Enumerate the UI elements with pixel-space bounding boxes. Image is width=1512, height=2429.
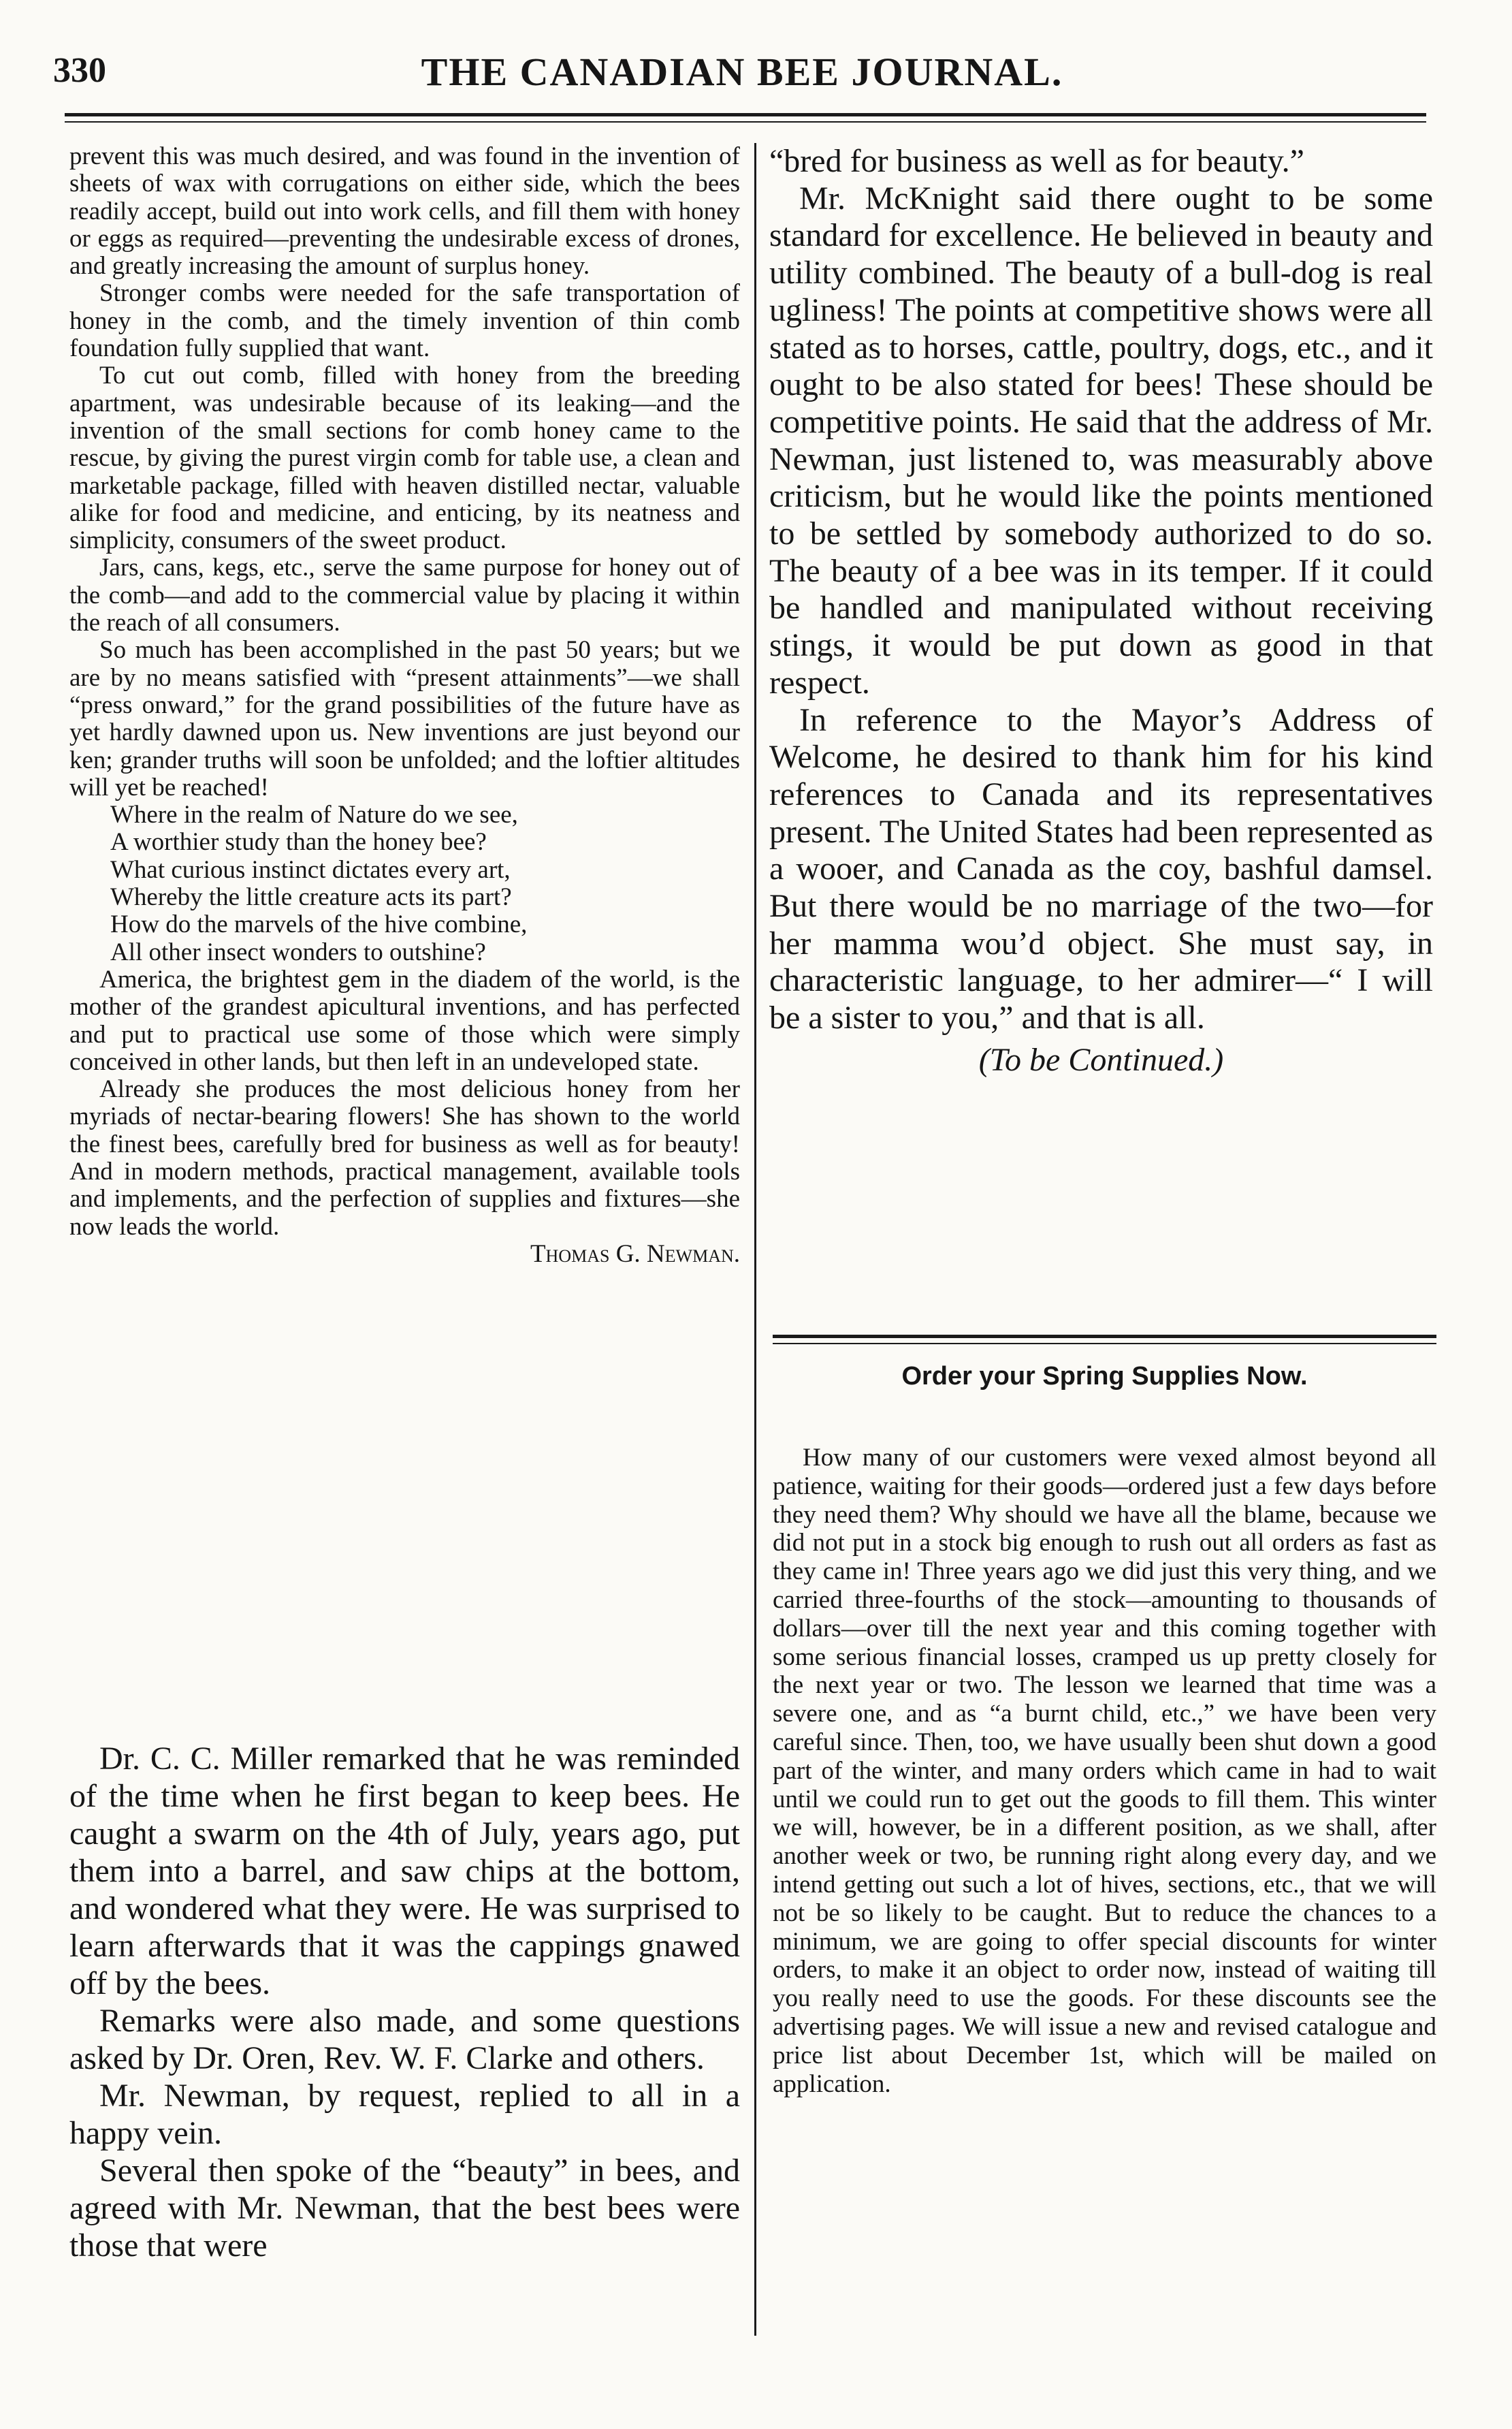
poem-line: How do the marvels of the hive combine,: [110, 910, 528, 939]
paragraph: How many of our customers were vexed almost beyond all patience, waiting for their goods—ordered just a few days before they need them? Why should we have all the blame, because we did not put in a stock big enough to rush out all orders as fast as they came in! Three years ago we did just this very thing, and we carried three-fourths of the stock—amounting to thousands of dollars—over till the next year and this coming together with some serious financial losses, cramped us up pretty closely for the next year or two. The lesson we learned that time was a severe one, and as “a burnt child, etc.,” we have been very careful since. Then, too, we have usually been shut down a good part of the winter, and many orders which came in had to wait until we could run to get out the goods to fill them. This winter we will, however, be in a different position, as we shall, after another week or two, be running right along every day, and we intend getting out such a lot of hives, sections, etc., that we will not be so likely to be caught. But to reduce the chances to a minimum, we are going to offer special discounts for winter orders, to make it an object to order now, instead of waiting till you really need to use the goods. For these discounts see the advertising pages. We will issue a new and revised catalogue and price list about December 1st, which will be mailed on application.: [773, 1444, 1436, 2098]
paragraph: Several then spoke of the “beauty” in bees, and agreed with Mr. Newman, that the best bees were those that were: [69, 2153, 740, 2264]
paragraph: To cut out comb, filled with honey from the breeding apartment, was undesirable because of its leaking—and the invention of the small sections for comb honey came to the rescue, by giving the purest virgin comb for table use, a clean and marketable package, filled with heaven distilled nectar, valuable alike for food and medicine, and enticing, by its neatness and simplicity, consumers of the sweet product.: [69, 362, 740, 555]
paragraph: Mr. McKnight said there ought to be some standard for excellence. He believed in beauty and utility combined. The beauty of a bull-dog is real ugliness! The points at competitive shows were all stated as to horses, cattle, poultry, dogs, etc., and it ought to be also stated for bees! These should be competitive points. He said that the address of Mr. Newman, just listened to, was measurably above criticism, but he would like the points mentioned to be settled by somebody authorized to do so. The beauty of a bee was in its temper. If it could be handled and manipulated without receiving stings, it would be put down as good in that respect.: [769, 180, 1433, 701]
paragraph: America, the brightest gem in the diadem of the world, is the mother of the grandest apicultural inventions, and has perfected and put to practical use some of those which were simply conceived in other lands, but then left in an undeveloped state.: [69, 965, 740, 1076]
paragraph: Dr. C. C. Miller remarked that he was reminded of the time when he first began to keep bees. He caught a swarm on the 4th of July, years ago, put them into a barrel, and saw chips at the bottom, and wondered what they were. He was surprised to learn afterwards that it was the cappings gnawed off by the bees.: [69, 1741, 740, 2001]
right-column-small-text: [773, 1444, 1436, 2098]
poem: [69, 801, 740, 966]
page-header: [48, 42, 1436, 104]
poem-line: Where in the realm of Nature do we see,: [110, 801, 518, 829]
paragraph: Already she produces the most delicious honey from her myriads of nectar-bearing flowers! She has shown to the world the finest bees, carefully bred for business as well as for beauty! And in modern methods, practical management, available tools and implements, and the perfection of supplies and fixtures—she now leads the world.: [69, 1075, 740, 1241]
paragraph: Stronger combs were needed for the safe transportation of honey in the comb, and the timely invention of thin comb foundation fully supplied that want.: [69, 279, 740, 363]
section-rule-thin: [773, 1343, 1436, 1344]
paragraph: “bred for business as well as for beauty.”: [769, 143, 1304, 179]
poem-line: What curious instinct dictates every art,: [110, 855, 511, 884]
poem-line: Whereby the little creature acts its part?: [110, 883, 512, 912]
paragraph: prevent this was much desired, and was found in the invention of sheets of wax with corrugations on either side, which the bees readily accept, build out into work cells, and fill them with honey or eggs as required—preventing the undesirable excess of drones, and greatly increasing the amount of surplus honey.: [69, 142, 740, 281]
header-rule-thick: [65, 113, 1426, 116]
poem-line: A worthier study than the honey bee?: [110, 828, 487, 857]
header-rule-thin: [65, 121, 1426, 123]
ad-heading: Order your Spring Supplies Now.: [901, 1362, 1308, 1391]
poem-line: All other insect wonders to outshine?: [110, 938, 486, 966]
right-column-large-text: [769, 143, 1433, 1081]
journal-title: THE CANADIAN BEE JOURNAL.: [421, 50, 1063, 94]
signature: Thomas G. Newman.: [530, 1239, 740, 1268]
left-column-large-text: [69, 1740, 740, 2264]
paragraph: So much has been accomplished in the past 50 years; but we are by no means satisfied with “present attainments”—we shall “press onward,” for the grand possibilities of the future have as yet hardly dawned upon us. New inventions are just beyond our ken; grander truths will soon be unfolded; and the loftier altitudes will yet be reached!: [69, 636, 740, 801]
section-rule-thick: [773, 1335, 1436, 1338]
signature-row: [69, 1241, 740, 1268]
left-column-small-text: [69, 143, 740, 1268]
column-divider: [754, 143, 756, 2336]
paragraph: Jars, cans, kegs, etc., serve the same purpose for honey out of the comb—and add to the commercial value by placing it within the reach of all consumers.: [69, 554, 740, 637]
to-be-continued: (To be Continued.): [978, 1041, 1224, 1078]
paragraph: In reference to the Mayor’s Address of Welcome, he desired to thank him for his kind references to Canada and its representatives present. The United States had been represented as a wooer, and Canada as the coy, bashful damsel. But there would be no marriage of the two—for her mamma wou’d object. She must say, in characteristic language, to her admirer—“ I will be a sister to you,” and that is all.: [769, 701, 1433, 1036]
paragraph: Remarks were also made, and some questions asked by Dr. Oren, Rev. W. F. Clarke and others.: [69, 2003, 740, 2076]
paragraph: Mr. Newman, by request, replied to all in a happy vein.: [69, 2078, 740, 2151]
page-number: 330: [53, 51, 106, 90]
